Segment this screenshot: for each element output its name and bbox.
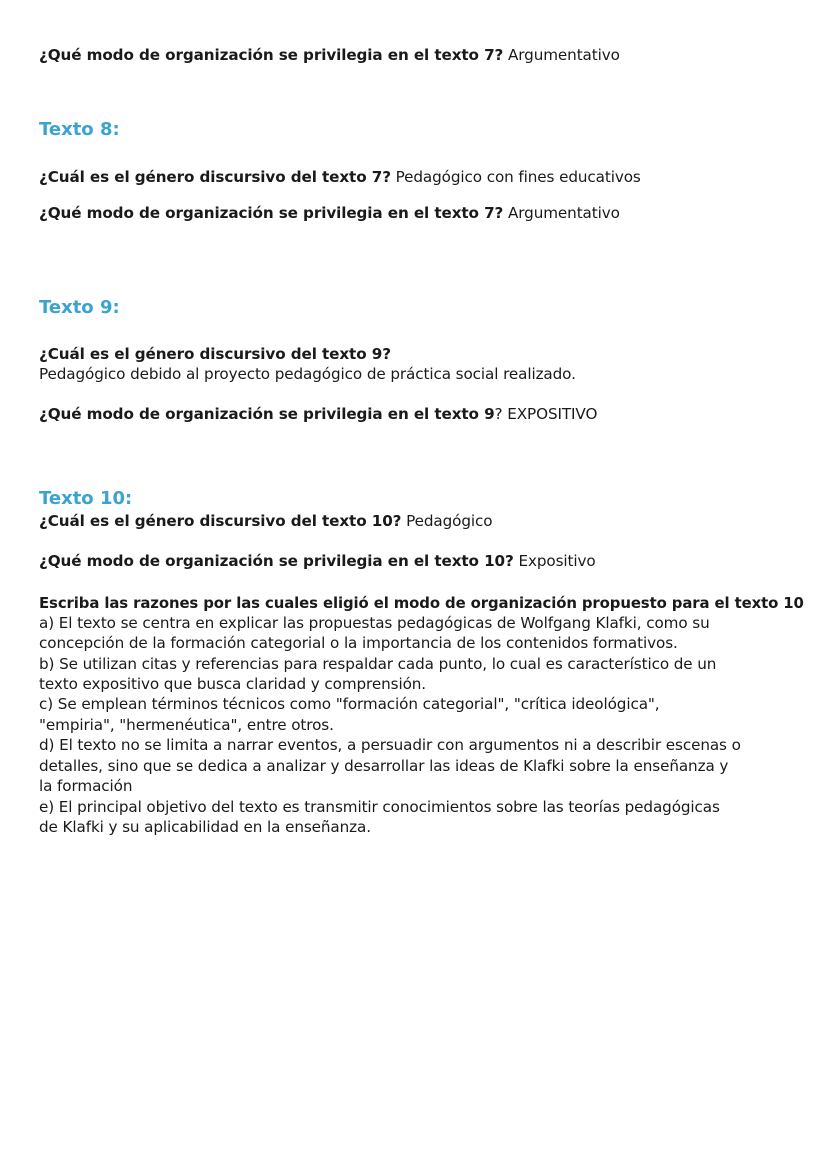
text9-heading: Texto 9: <box>39 297 120 318</box>
answer-text: Pedagógico <box>401 512 493 530</box>
reason-line: e) El principal objetivo del texto es transmitir conocimientos sobre las teorías pedagógicas <box>39 798 720 816</box>
text7-question-organization <box>39 45 620 65</box>
question-label: ¿Qué modo de organización se privilegia en el texto 9 <box>39 405 495 423</box>
question-label: ¿Qué modo de organización se privilegia en el texto 7? <box>39 46 504 64</box>
reason-line: la formación <box>39 777 133 795</box>
question-label: ¿Qué modo de organización se privilegia en el texto 7? <box>39 204 504 222</box>
reason-line: concepción de la formación categorial o la importancia de los contenidos formativos. <box>39 634 678 652</box>
reason-line: a) El texto se centra en explicar las propuestas pedagógicas de Wolfgang Klafki, como su <box>39 614 710 632</box>
reason-line: de Klafki y su aplicabilidad en la enseñanza. <box>39 818 371 836</box>
text8-question-genre <box>39 167 641 187</box>
question-label: ¿Qué modo de organización se privilegia en el texto 10? <box>39 552 514 570</box>
text10-question-reasons: Escriba las razones por las cuales eligió el modo de organización propuesto para el texto 10 <box>39 594 804 612</box>
question-label: ¿Cuál es el género discursivo del texto 7? <box>39 168 391 186</box>
reason-line: "empiria", "hermenéutica", entre otros. <box>39 716 334 734</box>
reason-line: texto expositivo que busca claridad y comprensión. <box>39 675 427 693</box>
reason-line: d) El texto no se limita a narrar eventos, a persuadir con argumentos ni a describir escenas o <box>39 736 741 754</box>
reason-line: c) Se emplean términos técnicos como "formación categorial", "crítica ideológica", <box>39 695 660 713</box>
answer-text: Expositivo <box>513 552 596 570</box>
text10-heading: Texto 10: <box>39 488 133 509</box>
text10-question-organization <box>39 551 596 571</box>
answer-text: Argumentativo <box>503 204 620 222</box>
answer-text: ? EXPOSITIVO <box>494 405 598 423</box>
question-label: ¿Cuál es el género discursivo del texto 10? <box>39 512 402 530</box>
text8-heading: Texto 8: <box>39 119 120 140</box>
reason-line: b) Se utilizan citas y referencias para respaldar cada punto, lo cual es característico de un <box>39 655 717 673</box>
text10-question-genre <box>39 511 492 531</box>
answer-text: Pedagógico con fines educativos <box>390 168 641 186</box>
reason-line: detalles, sino que se dedica a analizar y desarrollar las ideas de Klafki sobre la enseñanza y <box>39 757 729 775</box>
answer-text: Argumentativo <box>503 46 620 64</box>
text8-question-organization <box>39 203 620 223</box>
text9-question-genre: ¿Cuál es el género discursivo del texto 9? <box>39 345 391 363</box>
text9-answer-genre: Pedagógico debido al proyecto pedagógico de práctica social realizado. <box>39 365 576 383</box>
text9-question-organization <box>39 404 597 424</box>
